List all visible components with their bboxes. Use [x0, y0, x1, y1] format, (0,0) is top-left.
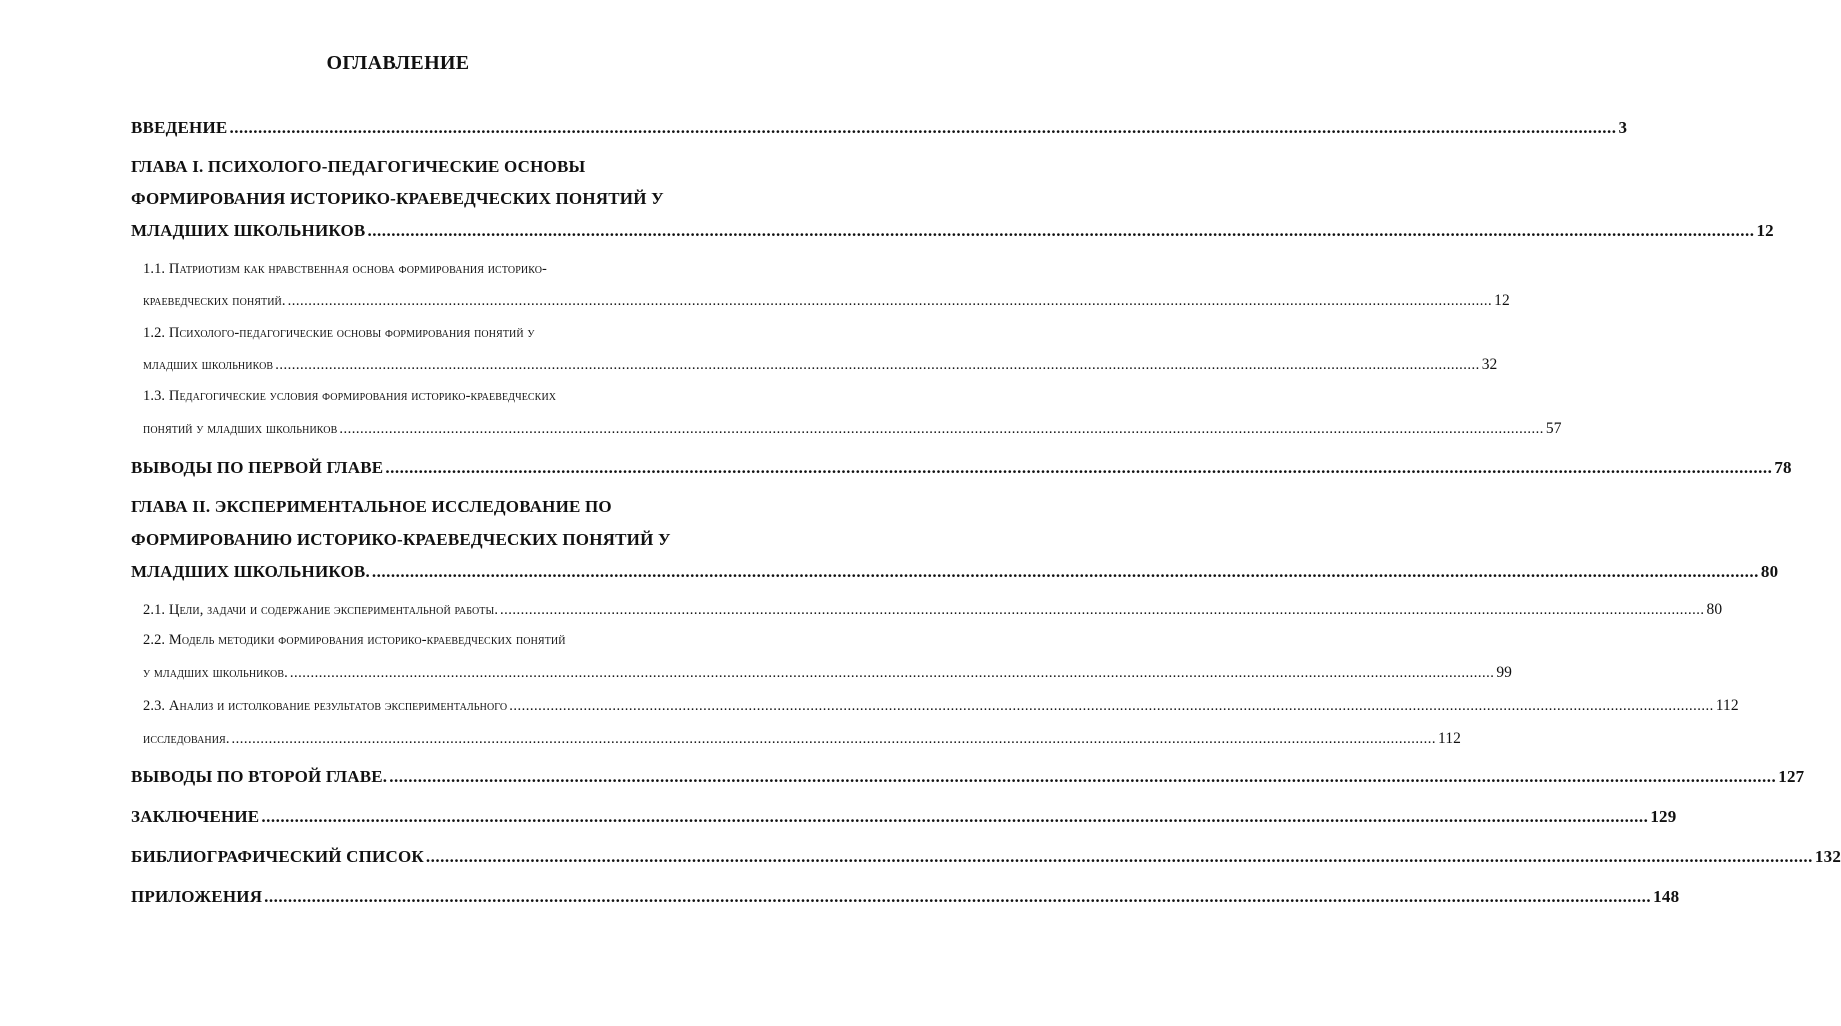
chapter1-heading-line3: МЛАДШИХ ШКОЛЬНИКОВ [131, 221, 366, 240]
toc-section-1-2-line1: 1.2. Психолого-педагогические основы формирования понятий у [143, 325, 535, 341]
toc-section-label: краеведческих понятий. [143, 293, 286, 309]
toc-section-2-1[interactable] [143, 601, 1723, 619]
toc-page-number: 78 [1774, 458, 1792, 477]
chapter2-heading-line1: ГЛАВА II. ЭКСПЕРИМЕНТАЛЬНОЕ ИССЛЕДОВАНИЕ ПО [131, 497, 612, 516]
toc-entry-conclusions2[interactable] [131, 767, 1805, 787]
leader-dots [288, 293, 1493, 310]
toc-section-2-3-line1[interactable] [143, 697, 1739, 715]
toc-section-label: исследования. [143, 731, 230, 747]
toc-page-number: 80 [1760, 562, 1779, 581]
chapter1-heading-line1: ГЛАВА I. ПСИХОЛОГО-ПЕДАГОГИЧЕСКИЕ ОСНОВЫ [131, 157, 586, 176]
toc-entry-chapter1[interactable] [131, 221, 1774, 241]
toc-entry-conclusion[interactable] [131, 807, 1677, 827]
toc-section-label: понятий у младших школьников [143, 421, 338, 437]
toc-entry-appendices[interactable] [131, 887, 1680, 907]
toc-page-number: 148 [1653, 887, 1680, 906]
toc-section-label: 2.3. Анализ и истолкование результатов экспериментального [143, 698, 508, 714]
leader-dots [264, 887, 1651, 907]
toc-page-number: 3 [1618, 118, 1628, 137]
leader-dots [367, 221, 1754, 241]
toc-entry-label: ВЫВОДЫ ПО ВТОРОЙ ГЛАВЕ. [131, 767, 388, 786]
toc-section-label: младших школьников [143, 357, 274, 373]
toc-entry-label: ПРИЛОЖЕНИЯ [131, 887, 263, 906]
toc-section-1-3[interactable] [143, 420, 1562, 438]
leader-dots [385, 458, 1772, 478]
leader-dots [389, 767, 1776, 787]
leader-dots [339, 421, 1544, 438]
toc-entry-label: ЗАКЛЮЧЕНИЕ [131, 807, 260, 826]
toc-section-2-3[interactable] [143, 730, 1462, 748]
toc-entry-bibliography[interactable] [131, 847, 1841, 867]
toc-page-number: 12 [1494, 292, 1510, 309]
toc-page-number: 80 [1706, 601, 1723, 618]
toc-entry-chapter2[interactable] [131, 562, 1779, 582]
toc-section-label: у младших школьников. [143, 665, 288, 681]
leader-dots [229, 118, 1616, 138]
leader-dots [509, 698, 1714, 715]
chapter2-heading-line2: ФОРМИРОВАНИЮ ИСТОРИКО-КРАЕВЕДЧЕСКИХ ПОНЯТИЙ У [131, 530, 671, 549]
toc-section-1-1[interactable] [143, 292, 1510, 310]
leader-dots [372, 562, 1759, 582]
toc-page-number: 129 [1650, 807, 1677, 826]
toc-section-1-2[interactable] [143, 356, 1498, 374]
toc-page-number: 99 [1496, 664, 1513, 681]
toc-section-2-2-line1: 2.2. Модель методики формирования историко-краеведческих понятий [143, 632, 566, 648]
chapter1-heading-line2: ФОРМИРОВАНИЯ ИСТОРИКО-КРАЕВЕДЧЕСКИХ ПОНЯТИЙ У [131, 189, 664, 208]
leader-dots [500, 602, 1705, 619]
page-title: ОГЛАВЛЕНИЕ [326, 52, 470, 74]
leader-dots [232, 731, 1437, 748]
toc-section-1-3-line1: 1.3. Педагогические условия формирования историко-краеведческих [143, 388, 557, 404]
toc-page-number: 12 [1756, 221, 1774, 240]
leader-dots [290, 665, 1495, 682]
toc-page-number: 127 [1778, 767, 1805, 786]
toc-page-number: 112 [1438, 730, 1462, 747]
toc-section-1-1-line1: 1.1. Патриотизм как нравственная основа формирования историко- [143, 261, 547, 277]
chapter2-heading-line3: МЛАДШИХ ШКОЛЬНИКОВ. [131, 562, 370, 581]
toc-entry-label: ВЫВОДЫ ПО ПЕРВОЙ ГЛАВЕ [131, 458, 384, 477]
toc-entry-label: ВВЕДЕНИЕ [131, 118, 228, 137]
toc-page-number: 112 [1715, 697, 1739, 714]
toc-entry-conclusions1[interactable] [131, 458, 1792, 478]
leader-dots [275, 357, 1480, 374]
toc-page-number: 132 [1814, 847, 1841, 866]
toc-entry-label: БИБЛИОГРАФИЧЕСКИЙ СПИСОК [131, 847, 424, 866]
toc-entry-introduction[interactable] [131, 118, 1628, 138]
toc-section-label: 2.1. Цели, задачи и содержание экспериментальной работы. [143, 602, 499, 618]
leader-dots [426, 847, 1813, 867]
toc-section-2-2[interactable] [143, 664, 1513, 682]
toc-page-number: 57 [1545, 420, 1562, 437]
toc-page-number: 32 [1481, 356, 1498, 373]
leader-dots [261, 807, 1648, 827]
